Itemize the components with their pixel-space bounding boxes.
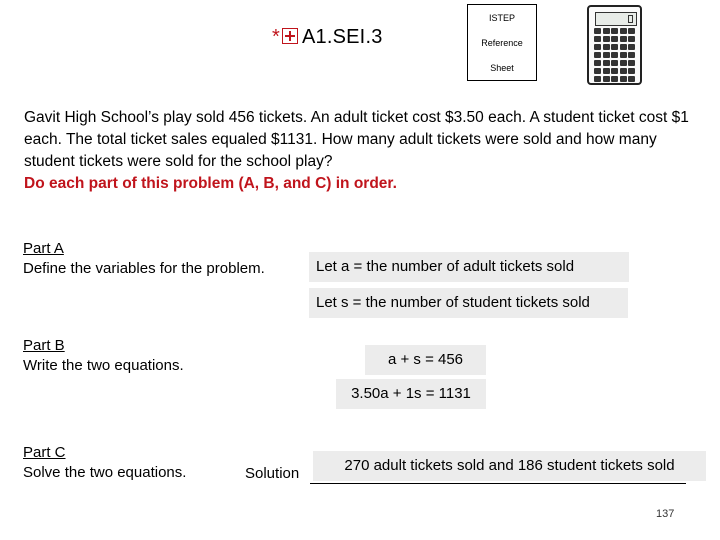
calculator-icon[interactable]	[587, 5, 642, 85]
part-c-heading: Part C	[23, 444, 66, 461]
problem-statement	[24, 107, 704, 195]
part-c-label	[23, 443, 186, 483]
part-b-equation-2[interactable]: 3.50a + 1s = 1131	[336, 379, 486, 409]
part-a-label	[23, 239, 265, 279]
page-number: 137	[656, 508, 675, 520]
part-b-label	[23, 336, 184, 376]
reference-line-3: Sheet	[490, 63, 514, 73]
slide-title	[272, 26, 383, 49]
part-b-equation-1[interactable]: a + s = 456	[365, 345, 486, 375]
title-text: A1.SEI.3	[301, 26, 383, 48]
problem-text: Gavit High School’s play sold 456 tickets. An adult ticket cost $3.50 each. A student ticket cost $1 each. The total ticket sales equaled $1131. How many adult tickets were sold and how many student tickets were sold for the school play?	[24, 109, 689, 170]
plus-box-icon	[282, 28, 298, 44]
problem-instruction: Do each part of this problem (A, B, and C) in order.	[24, 175, 397, 192]
part-a-prompt: Define the variables for the problem.	[23, 260, 265, 277]
calculator-screen	[595, 12, 637, 26]
reference-sheet-button[interactable]	[467, 4, 537, 81]
reference-line-2: Reference	[481, 38, 523, 48]
solution-label: Solution	[245, 465, 300, 482]
part-b-heading: Part B	[23, 337, 65, 354]
calculator-keys	[594, 28, 636, 82]
part-b-prompt: Write the two equations.	[23, 357, 184, 374]
solution-underline	[310, 483, 686, 484]
part-c-solution[interactable]: 270 adult tickets sold and 186 student tickets sold	[313, 451, 706, 481]
star-marker: *	[272, 26, 280, 48]
part-a-heading: Part A	[23, 240, 64, 257]
part-c-prompt: Solve the two equations.	[23, 464, 187, 481]
reference-line-1: ISTEP	[488, 13, 515, 23]
part-a-answer-1[interactable]: Let a = the number of adult tickets sold	[309, 252, 629, 282]
part-a-answer-2[interactable]: Let s = the number of student tickets sold	[309, 288, 628, 318]
